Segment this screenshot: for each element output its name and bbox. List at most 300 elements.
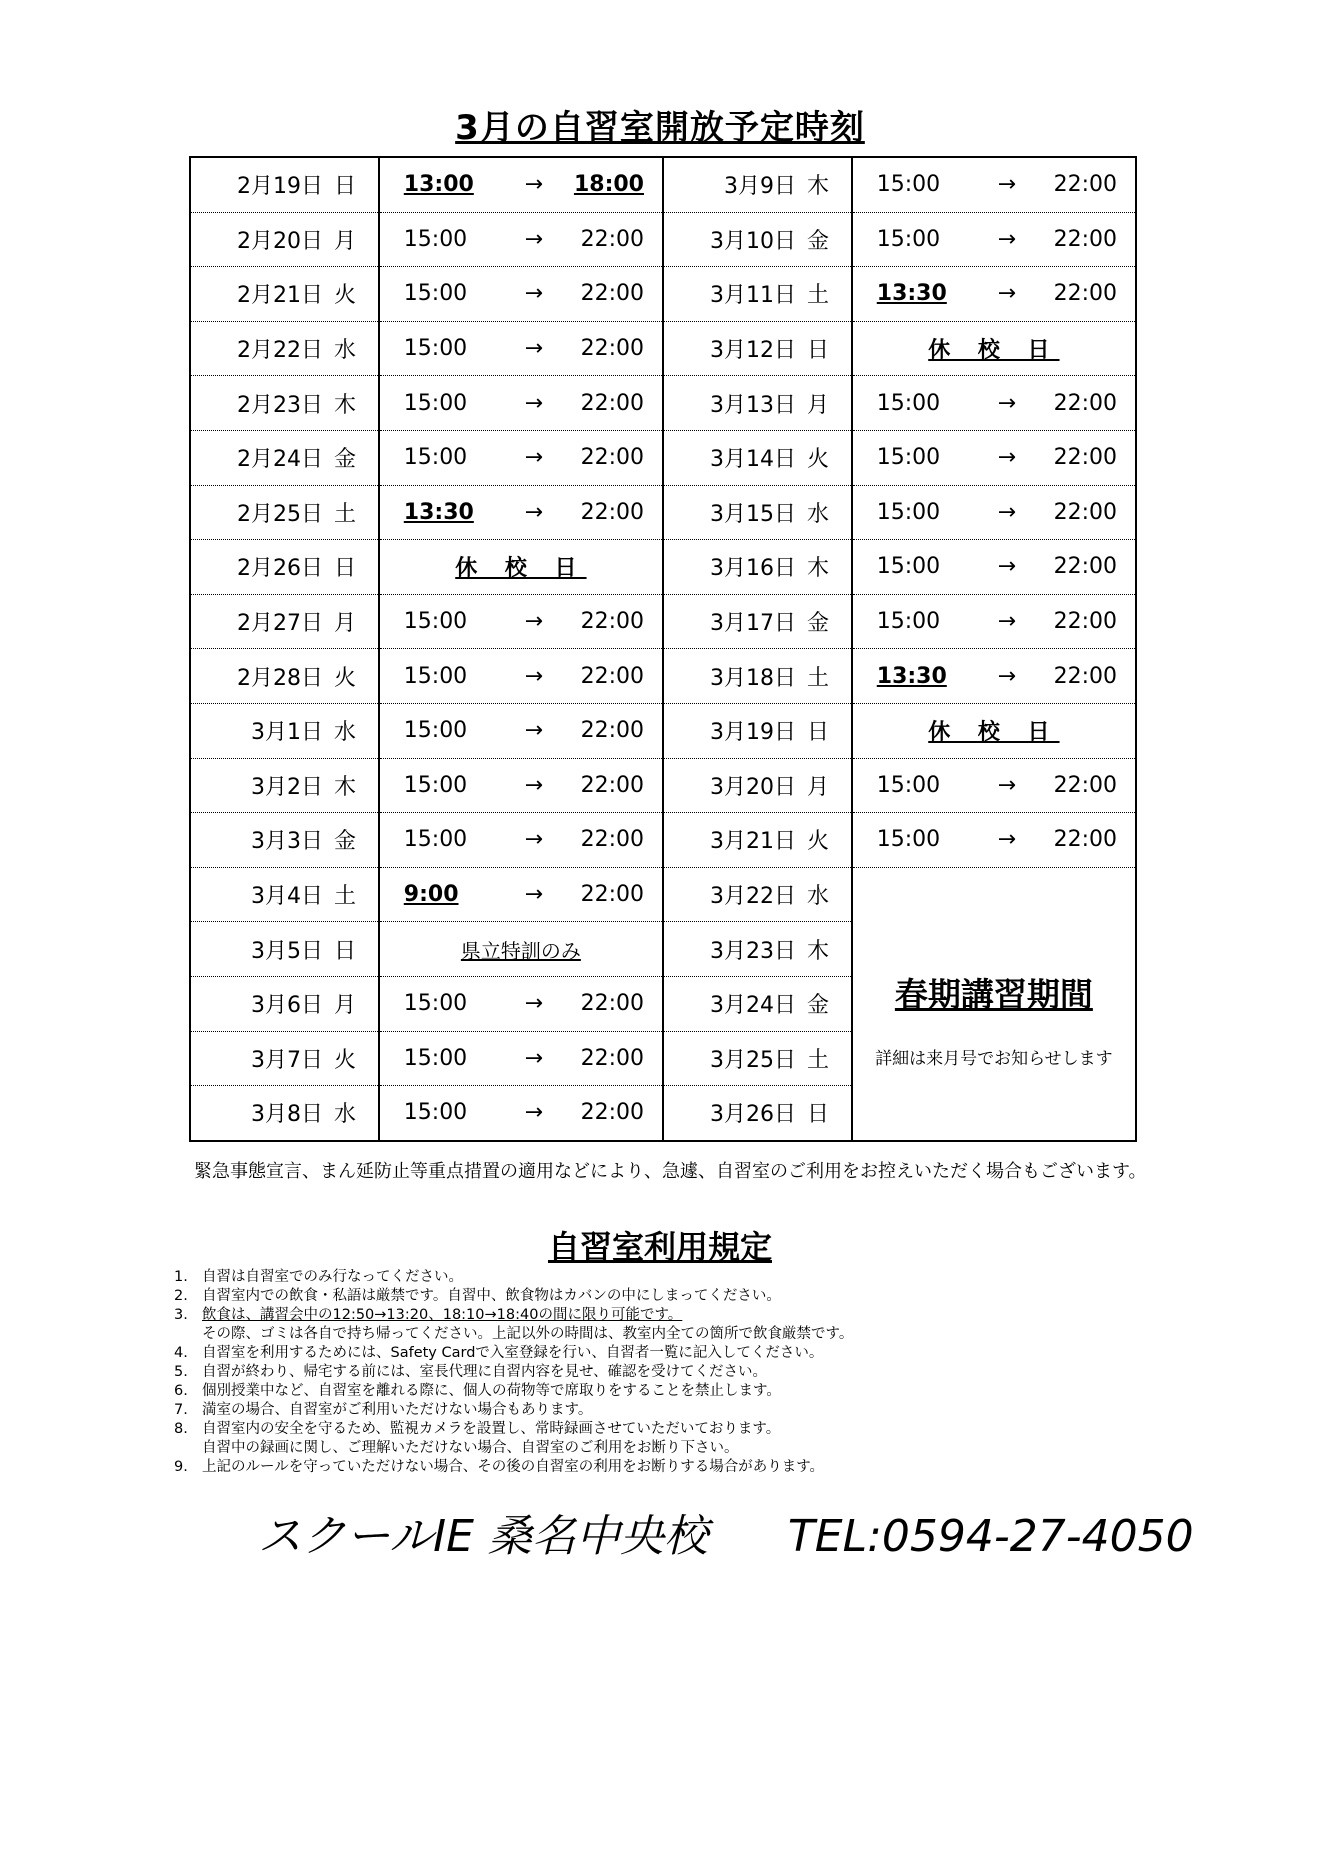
time-cell (379, 649, 663, 704)
end-time: 22:00 (580, 1045, 644, 1071)
schedule-row (190, 212, 1136, 267)
schedule-row (190, 157, 1136, 212)
rule-number: 4. (174, 1345, 188, 1361)
weekday-label: 土 (806, 283, 829, 309)
date-cell (663, 212, 852, 267)
date-label: 2月21日 (237, 283, 323, 309)
time-cell (379, 867, 663, 922)
date-cell (190, 376, 379, 431)
end-time: 22:00 (580, 445, 644, 471)
date-label: 3月18日 (709, 665, 796, 691)
date-cell (190, 157, 379, 212)
start-time: 15:00 (403, 1045, 468, 1071)
time-range (853, 281, 1135, 306)
date-cell (190, 649, 379, 704)
date-label: 3月26日 (709, 1102, 796, 1128)
time-cell (379, 157, 663, 212)
schedule-table (189, 156, 1137, 1142)
time-range (853, 664, 1135, 689)
weekday-label: 月 (806, 774, 829, 800)
rule-number: 7. (174, 1402, 188, 1418)
end-time: 22:00 (580, 991, 644, 1017)
date-cell (663, 976, 852, 1031)
start-time: 15:00 (876, 499, 941, 525)
time-cell (379, 1086, 663, 1141)
date-label: 2月28日 (237, 665, 323, 691)
start-time: 13:00 (403, 172, 474, 198)
time-cell (379, 922, 663, 977)
time-range (380, 991, 662, 1016)
rule-text: 飲食は、講習会中の12:50→13:20、18:10→18:40の間に限り可能です。 (202, 1307, 683, 1323)
rule-number: 1. (174, 1269, 188, 1285)
time-cell (852, 321, 1136, 376)
time-range (853, 827, 1135, 852)
time-cell (852, 430, 1136, 485)
arrow: → (524, 1100, 544, 1126)
date-label: 2月23日 (237, 392, 323, 418)
time-range (380, 500, 662, 525)
time-range (853, 773, 1135, 798)
schedule-row (190, 267, 1136, 322)
rules-title: 自習室利用規定 (547, 1228, 772, 1266)
schedule-row (190, 649, 1136, 704)
date-cell (190, 594, 379, 649)
weekday-label: 金 (333, 447, 356, 473)
schedule-row (190, 430, 1136, 485)
end-time: 22:00 (1053, 609, 1117, 635)
date-cell (663, 758, 852, 813)
arrow: → (524, 1045, 544, 1071)
footer (258, 1500, 1258, 1564)
time-cell (852, 649, 1136, 704)
date-label: 3月19日 (709, 720, 796, 746)
date-label: 3月13日 (709, 392, 796, 418)
start-time: 15:00 (876, 772, 941, 798)
date-label: 3月4日 (251, 884, 323, 910)
rule-text: 満室の場合、自習室がご利用いただけない場合もあります。 (202, 1402, 593, 1418)
rule-text: 上記のルールを守っていただけない場合、その後の自習室の利用をお断りする場合があります。 (202, 1459, 825, 1475)
date-cell (190, 703, 379, 758)
time-range (853, 391, 1135, 416)
time-range (853, 609, 1135, 634)
arrow: → (997, 226, 1017, 252)
weekday-label: 日 (333, 938, 356, 964)
start-time: 15:00 (876, 172, 941, 198)
time-range (380, 172, 662, 197)
end-time: 22:00 (580, 772, 644, 798)
weekday-label: 火 (806, 829, 829, 855)
date-label: 3月10日 (709, 228, 796, 254)
date-label: 2月26日 (237, 556, 323, 582)
time-cell (379, 212, 663, 267)
time-cell (852, 594, 1136, 649)
start-time: 15:00 (876, 226, 941, 252)
date-cell (190, 867, 379, 922)
time-range (853, 500, 1135, 525)
weekday-label: 水 (333, 338, 356, 364)
start-time: 15:00 (403, 390, 468, 416)
date-cell (190, 485, 379, 540)
time-range (380, 445, 662, 470)
end-time: 22:00 (1053, 172, 1117, 198)
arrow: → (997, 663, 1017, 689)
page-title: 3月の自習室開放予定時刻 (455, 108, 865, 148)
arrow: → (997, 827, 1017, 853)
end-time: 22:00 (1053, 554, 1117, 580)
start-time: 15:00 (403, 445, 468, 471)
start-time: 15:00 (403, 336, 468, 362)
emergency-notice: 緊急事態宣言、まん延防止等重点措置の適用などにより、急遽、自習室のご利用をお控えいただく場合もございます。 (194, 1161, 1147, 1182)
end-time: 22:00 (580, 718, 644, 744)
time-cell (379, 703, 663, 758)
arrow: → (524, 882, 544, 908)
arrow: → (524, 336, 544, 362)
school-name: スクールIE 桑名中央校 (258, 1511, 708, 1562)
weekday-label: 火 (333, 283, 356, 309)
date-cell (663, 703, 852, 758)
start-time: 15:00 (876, 827, 941, 853)
date-cell (663, 540, 852, 595)
time-range (380, 227, 662, 252)
weekday-label: 水 (806, 501, 829, 527)
date-label: 3月9日 (723, 174, 796, 200)
arrow: → (524, 609, 544, 635)
time-range (380, 336, 662, 361)
time-cell (379, 1031, 663, 1086)
weekday-label: 日 (806, 338, 829, 364)
end-time: 22:00 (1053, 827, 1117, 853)
start-time: 15:00 (403, 772, 468, 798)
date-cell (663, 485, 852, 540)
time-cell (379, 485, 663, 540)
start-time: 15:00 (403, 226, 468, 252)
time-range (380, 281, 662, 306)
date-label: 2月25日 (237, 501, 323, 527)
date-cell (190, 1031, 379, 1086)
weekday-label: 金 (806, 993, 829, 1019)
arrow: → (524, 226, 544, 252)
date-cell (663, 813, 852, 868)
weekday-label: 金 (806, 228, 829, 254)
end-time: 22:00 (1053, 390, 1117, 416)
date-label: 3月15日 (709, 501, 796, 527)
time-range (380, 1046, 662, 1071)
rule-number (174, 1325, 202, 1344)
weekday-label: 月 (333, 611, 356, 637)
telephone: TEL:0594-27-4050 (787, 1511, 1194, 1562)
rule-item (174, 1325, 1174, 1344)
time-cell (379, 758, 663, 813)
rule-item (174, 1287, 1174, 1306)
weekday-label: 木 (806, 174, 829, 200)
time-range (380, 773, 662, 798)
arrow: → (997, 390, 1017, 416)
weekday-label: 月 (333, 993, 356, 1019)
spring-session-title: 春期講習期間 (894, 974, 1093, 1014)
time-range (853, 554, 1135, 579)
date-label: 3月1日 (251, 720, 323, 746)
end-time: 22:00 (1053, 281, 1117, 307)
date-label: 3月8日 (251, 1102, 323, 1128)
schedule-row (190, 321, 1136, 376)
weekday-label: 土 (806, 665, 829, 691)
date-label: 3月7日 (251, 1047, 323, 1073)
weekday-label: 金 (333, 829, 356, 855)
date-label: 3月16日 (709, 556, 796, 582)
date-cell (663, 867, 852, 922)
weekday-label: 火 (806, 447, 829, 473)
closed-day-label: 休 校 日 (928, 338, 1060, 364)
rule-text: その際、ゴミは各自で持ち帰ってください。上記以外の時間は、教室内全ての箇所で飲食厳禁です。 (202, 1326, 854, 1342)
schedule-row (190, 813, 1136, 868)
date-label: 3月3日 (251, 829, 323, 855)
arrow: → (524, 663, 544, 689)
time-cell (379, 594, 663, 649)
date-cell (190, 976, 379, 1031)
rule-item (174, 1420, 1174, 1439)
rule-item (174, 1344, 1174, 1363)
weekday-label: 日 (806, 1102, 829, 1128)
arrow: → (524, 827, 544, 853)
time-cell (379, 813, 663, 868)
arrow: → (997, 445, 1017, 471)
weekday-label: 月 (333, 228, 356, 254)
rule-text: 自習室内での飲食・私語は厳禁です。自習中、飲食物はカバンの中にしまってください。 (202, 1288, 781, 1304)
rule-number (174, 1439, 202, 1458)
date-cell (190, 813, 379, 868)
arrow: → (524, 172, 544, 198)
schedule-row (190, 703, 1136, 758)
date-cell (663, 649, 852, 704)
time-cell (379, 430, 663, 485)
time-range (380, 609, 662, 634)
weekday-label: 木 (333, 392, 356, 418)
time-cell (852, 758, 1136, 813)
end-time: 22:00 (580, 226, 644, 252)
weekday-label: 金 (806, 611, 829, 637)
start-time: 15:00 (403, 609, 468, 635)
closed-day-label: 休 校 日 (928, 720, 1060, 746)
end-time: 22:00 (580, 882, 644, 908)
date-label: 3月6日 (251, 993, 323, 1019)
date-cell (663, 1031, 852, 1086)
start-time: 15:00 (403, 1100, 468, 1126)
weekday-label: 火 (333, 665, 356, 691)
start-time: 9:00 (403, 882, 459, 908)
rule-item (174, 1439, 1174, 1458)
schedule-row (190, 594, 1136, 649)
date-cell (190, 212, 379, 267)
date-label: 3月17日 (709, 611, 796, 637)
special-note: 県立特訓のみ (460, 938, 581, 963)
weekday-label: 土 (806, 1047, 829, 1073)
start-time: 15:00 (876, 609, 941, 635)
arrow: → (524, 281, 544, 307)
start-time: 15:00 (403, 663, 468, 689)
date-cell (190, 321, 379, 376)
schedule-row (190, 485, 1136, 540)
time-range (380, 718, 662, 743)
start-time: 15:00 (403, 718, 468, 744)
date-label: 2月27日 (237, 611, 323, 637)
time-range (853, 172, 1135, 197)
rule-item (174, 1268, 1174, 1287)
date-label: 3月12日 (709, 338, 796, 364)
weekday-label: 土 (333, 501, 356, 527)
arrow: → (524, 445, 544, 471)
time-cell (379, 376, 663, 431)
end-time: 22:00 (1053, 663, 1117, 689)
schedule-row (190, 758, 1136, 813)
time-range (380, 1100, 662, 1125)
time-range (380, 391, 662, 416)
rules-list (174, 1268, 1174, 1477)
start-time: 13:30 (403, 499, 474, 525)
time-range (380, 664, 662, 689)
date-label: 3月14日 (709, 447, 796, 473)
date-label: 2月22日 (237, 338, 323, 364)
time-cell (852, 703, 1136, 758)
weekday-label: 木 (333, 774, 356, 800)
date-cell (663, 430, 852, 485)
date-label: 3月22日 (709, 884, 796, 910)
end-time: 22:00 (1053, 772, 1117, 798)
date-label: 3月20日 (709, 774, 796, 800)
weekday-label: 水 (333, 1102, 356, 1128)
spring-session-note: 詳細は来月号でお知らせします (875, 1048, 1113, 1069)
rule-number: 6. (174, 1383, 188, 1399)
rule-item (174, 1382, 1174, 1401)
date-label: 3月25日 (709, 1047, 796, 1073)
end-time: 22:00 (580, 827, 644, 853)
start-time: 13:30 (876, 663, 947, 689)
start-time: 15:00 (403, 991, 468, 1017)
date-label: 2月19日 (237, 174, 323, 200)
weekday-label: 月 (806, 392, 829, 418)
arrow: → (997, 554, 1017, 580)
date-cell (190, 1086, 379, 1141)
date-cell (190, 922, 379, 977)
date-label: 3月23日 (709, 938, 796, 964)
time-cell (852, 157, 1136, 212)
arrow: → (524, 991, 544, 1017)
date-label: 2月20日 (237, 228, 323, 254)
weekday-label: 水 (333, 720, 356, 746)
time-cell (379, 321, 663, 376)
arrow: → (997, 499, 1017, 525)
weekday-label: 火 (333, 1047, 356, 1073)
time-cell (379, 540, 663, 595)
date-label: 3月11日 (709, 283, 796, 309)
time-range (380, 882, 662, 907)
arrow: → (524, 772, 544, 798)
end-time: 18:00 (573, 172, 644, 198)
rule-text: 自習は自習室でのみ行なってください。 (202, 1269, 463, 1285)
date-cell (663, 157, 852, 212)
end-time: 22:00 (580, 499, 644, 525)
start-time: 13:30 (876, 281, 947, 307)
date-label: 3月2日 (251, 774, 323, 800)
time-cell (852, 212, 1136, 267)
date-label: 2月24日 (237, 447, 323, 473)
start-time: 15:00 (876, 390, 941, 416)
arrow: → (524, 718, 544, 744)
date-label: 3月24日 (709, 993, 796, 1019)
weekday-label: 日 (333, 174, 356, 200)
date-cell (663, 376, 852, 431)
end-time: 22:00 (1053, 499, 1117, 525)
time-cell (379, 267, 663, 322)
date-cell (663, 267, 852, 322)
arrow: → (997, 281, 1017, 307)
schedule-row (190, 540, 1136, 595)
end-time: 22:00 (580, 390, 644, 416)
date-cell (663, 321, 852, 376)
date-cell (663, 922, 852, 977)
weekday-label: 木 (806, 938, 829, 964)
rule-number: 3. (174, 1307, 188, 1323)
date-cell (663, 1086, 852, 1141)
end-time: 22:00 (580, 663, 644, 689)
date-cell (663, 594, 852, 649)
date-label: 3月21日 (709, 829, 796, 855)
date-cell (190, 540, 379, 595)
time-cell (852, 267, 1136, 322)
end-time: 22:00 (1053, 445, 1117, 471)
time-range (853, 227, 1135, 252)
rule-text: 自習室内の安全を守るため、監視カメラを設置し、常時録画させていただいております。 (202, 1421, 781, 1437)
time-range (380, 827, 662, 852)
date-cell (190, 430, 379, 485)
time-cell (852, 540, 1136, 595)
end-time: 22:00 (580, 609, 644, 635)
rule-text: 自習中の録画に関し、ご理解いただけない場合、自習室のご利用をお断り下さい。 (202, 1440, 739, 1456)
weekday-label: 日 (333, 556, 356, 582)
rule-item (174, 1306, 1174, 1325)
rule-item (174, 1458, 1174, 1477)
arrow: → (997, 772, 1017, 798)
closed-day-label: 休 校 日 (455, 556, 587, 582)
start-time: 15:00 (876, 445, 941, 471)
weekday-label: 土 (333, 884, 356, 910)
start-time: 15:00 (403, 827, 468, 853)
rule-item (174, 1401, 1174, 1420)
time-range (853, 445, 1135, 470)
rule-text: 自習が終わり、帰宅する前には、室長代理に自習内容を見せ、確認を受けてください。 (202, 1364, 768, 1380)
schedule-row (190, 376, 1136, 431)
rule-item (174, 1363, 1174, 1382)
end-time: 22:00 (580, 336, 644, 362)
weekday-label: 水 (806, 884, 829, 910)
time-cell (379, 976, 663, 1031)
time-cell (852, 813, 1136, 868)
arrow: → (524, 390, 544, 416)
date-label: 3月5日 (251, 938, 323, 964)
rule-number: 2. (174, 1288, 188, 1304)
rule-number: 9. (174, 1459, 188, 1475)
end-time: 22:00 (580, 1100, 644, 1126)
date-cell (190, 267, 379, 322)
rule-number: 5. (174, 1364, 188, 1380)
time-cell (852, 376, 1136, 431)
start-time: 15:00 (403, 281, 468, 307)
end-time: 22:00 (580, 281, 644, 307)
arrow: → (997, 609, 1017, 635)
end-time: 22:00 (1053, 226, 1117, 252)
arrow: → (997, 172, 1017, 198)
schedule-row (190, 867, 1136, 922)
spring-session-cell (852, 867, 1136, 1140)
